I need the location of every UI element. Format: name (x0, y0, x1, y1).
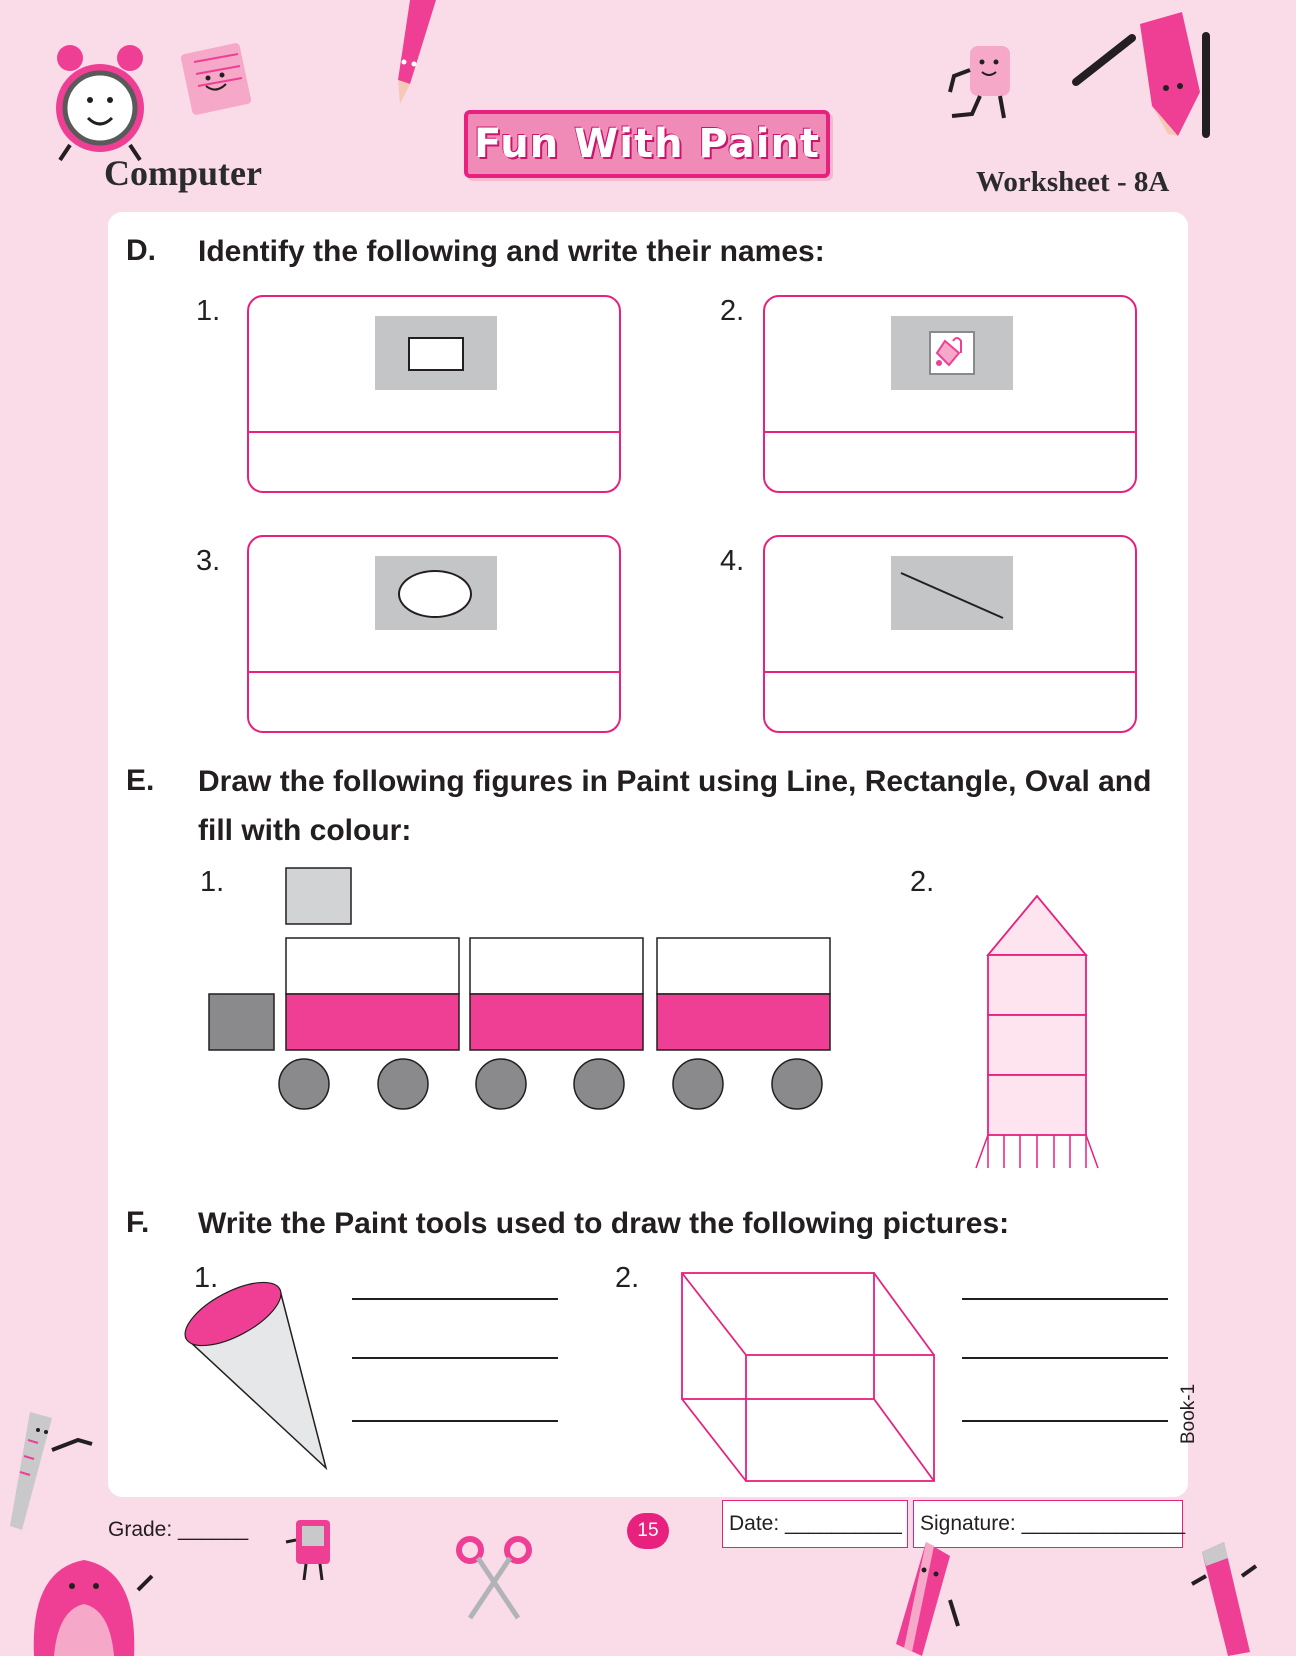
date-field[interactable] (722, 1500, 908, 1548)
signature-label: Signature: (920, 1512, 1016, 1535)
f-item-2-blank-2[interactable] (962, 1357, 1168, 1359)
f-item-1-blank-1[interactable] (352, 1298, 558, 1300)
worksheet-title: Fun With Paint (473, 121, 821, 167)
e-figure-1-number: 1. (200, 866, 225, 898)
e-figure-2-number: 2. (910, 866, 935, 898)
train-figure (205, 864, 835, 1114)
page-number-badge: 15 (627, 1513, 669, 1549)
rocket-exhaust (976, 1135, 1098, 1168)
notebook-icon (176, 42, 266, 122)
eraser-icon (946, 40, 1026, 120)
section-f-instruction: Write the Paint tools used to draw the following pictures: (198, 1207, 1010, 1240)
sharpener-icon (282, 1514, 342, 1584)
pencil-icon (380, 0, 450, 110)
grade-blank: ______ (178, 1518, 249, 1541)
rocket-figure (970, 892, 1105, 1172)
train-carriage-1 (286, 938, 459, 1050)
d-item-4-answer-field[interactable] (765, 671, 1135, 731)
d-item-3-box (247, 535, 621, 733)
d-item-4-box (763, 535, 1137, 733)
d-item-3-number: 3. (196, 545, 221, 577)
train-carriage-3 (657, 938, 830, 1050)
book-label: Book-1 (1178, 1383, 1199, 1444)
oval-tool-icon (375, 556, 497, 630)
date-blank: __________ (785, 1512, 902, 1535)
scissors-icon (456, 1536, 532, 1622)
rocket-body-top (988, 955, 1086, 1015)
ruler-icon (8, 1410, 98, 1535)
date-label: Date: (729, 1512, 780, 1535)
rocket-nose (988, 896, 1086, 955)
d-item-4-number: 4. (720, 545, 745, 577)
d-item-1-number: 1. (196, 295, 221, 327)
rocket-body-middle (988, 1015, 1086, 1075)
rocket-body-bottom (988, 1075, 1086, 1135)
d-item-1-answer-field[interactable] (249, 431, 619, 491)
section-e-letter: E. (126, 764, 155, 797)
d-item-2-answer-field[interactable] (765, 431, 1135, 491)
signature-blank: ______________ (1021, 1512, 1186, 1535)
cuboid-figure (678, 1270, 938, 1484)
f-item-2-number: 2. (615, 1262, 640, 1294)
section-e-instruction-line1: Draw the following figures in Paint using Line, Rectangle, Oval and (198, 765, 1152, 798)
f-item-1-blank-3[interactable] (352, 1420, 558, 1422)
d-item-3-answer-field[interactable] (249, 671, 619, 731)
line-tool-icon (891, 556, 1013, 630)
train-carriage-2 (470, 938, 643, 1050)
section-f-letter: F. (126, 1206, 150, 1239)
d-item-2-box (763, 295, 1137, 493)
grade-label: Grade: (108, 1518, 173, 1541)
fill-with-colour-icon (891, 316, 1013, 390)
train-chimney (286, 868, 351, 924)
f-item-1-number: 1. (194, 1262, 219, 1294)
worksheet-number: Worksheet - 8A (976, 166, 1170, 198)
f-item-2-blank-1[interactable] (962, 1298, 1168, 1300)
train-buffer (209, 994, 274, 1050)
cone-figure (180, 1270, 340, 1470)
pen-icon (1190, 1540, 1260, 1656)
rectangle-tool-icon (375, 316, 497, 390)
d-item-2-number: 2. (720, 295, 745, 327)
subject-label: Computer (104, 153, 262, 193)
school-bag-icon (14, 1520, 154, 1656)
d-item-1-box (247, 295, 621, 493)
alarm-clock-icon (50, 40, 150, 165)
worksheet-title-banner (464, 110, 830, 178)
crayon-icon (882, 1540, 962, 1656)
f-item-2-blank-3[interactable] (962, 1420, 1168, 1422)
train-wheels (279, 1059, 822, 1109)
section-e-instruction-line2: fill with colour: (198, 814, 412, 847)
pencil-character-icon (1070, 6, 1220, 141)
f-item-1-blank-2[interactable] (352, 1357, 558, 1359)
section-d-instruction: Identify the following and write their names: (198, 235, 825, 268)
section-d-letter: D. (126, 234, 156, 267)
